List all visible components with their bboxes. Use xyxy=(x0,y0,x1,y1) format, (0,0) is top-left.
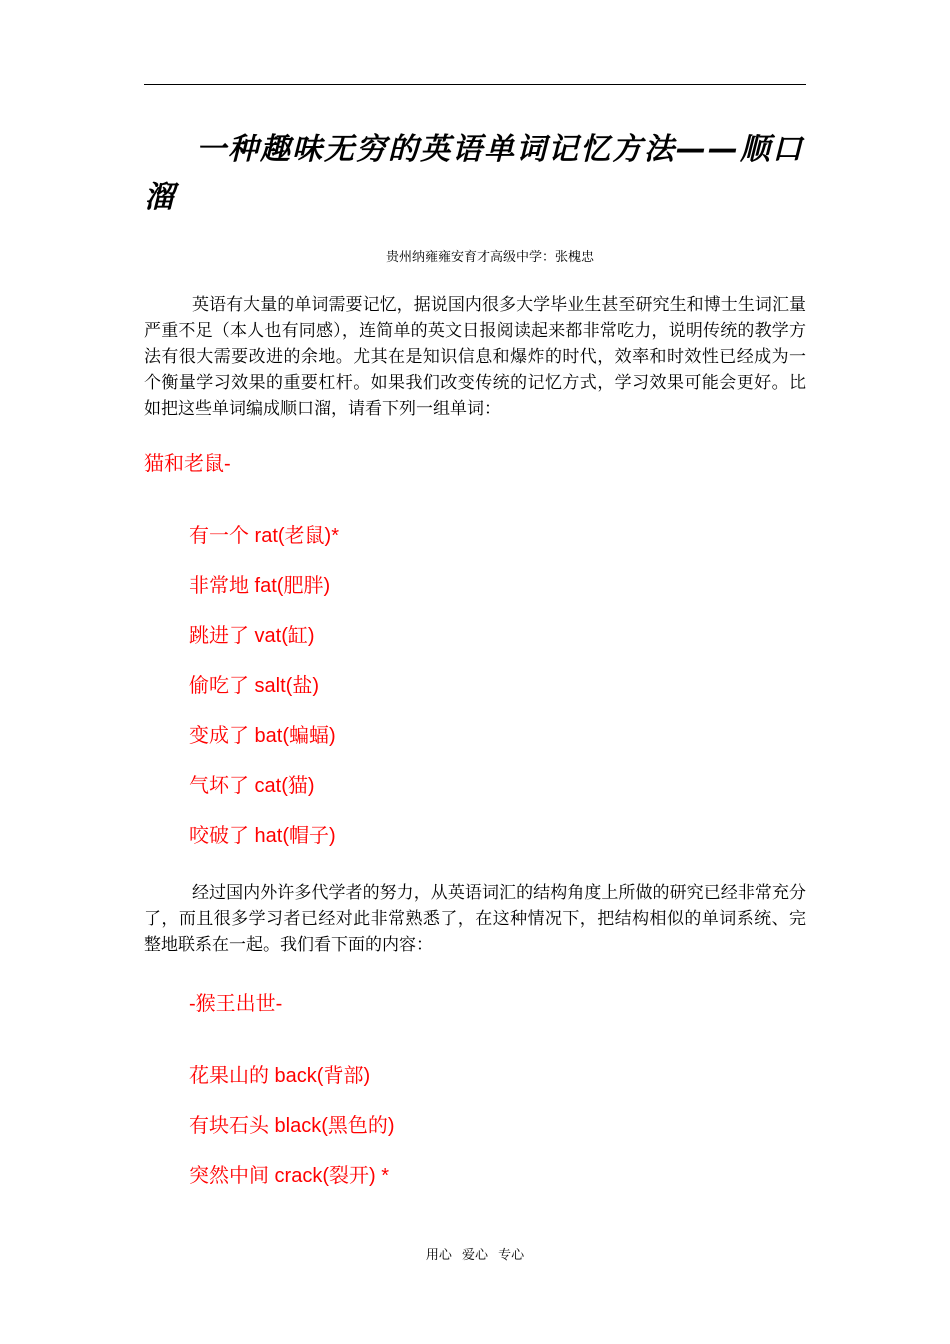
header-rule xyxy=(144,84,806,85)
section-heading-cat-and-mouse: 猫和老鼠- xyxy=(144,453,231,475)
verse-line: 变成了 bat(蝙蝠) xyxy=(189,725,336,747)
section-heading-monkey-king: -猴王出世- xyxy=(189,993,283,1015)
page-footer: 用心 爱心 专心 xyxy=(425,1248,525,1263)
second-paragraph: 经过国内外许多代学者的努力，从英语词汇的结构角度上所做的研究已经非常充分了，而且很多学习者已经对此非常熟悉了，在这种情况下，把结构相似的单词系统、完整地联系在一起。我们看下面的内容： xyxy=(144,883,806,955)
verse-line: 非常地 fat(肥胖) xyxy=(189,575,331,597)
verse-line: 有一个 rat(老鼠)* xyxy=(189,525,339,547)
verse-line: 跳进了 vat(缸) xyxy=(189,625,315,647)
verse-line: 突然中间 crack(裂开) * xyxy=(189,1165,389,1187)
verse-line: 气坏了 cat(猫) xyxy=(189,775,315,797)
intro-paragraph: 英语有大量的单词需要记忆，据说国内很多大学毕业生甚至研究生和博士生词汇量严重不足（本人也有同感），连简单的英文日报阅读起来都非常吃力，说明传统的教学方法有很大需要改进的余地。尤其在是知识信息和爆炸的时代，效率和时效性已经成为一个衡量学习效果的重要杠杆。如果我们改变传统的记忆方式，学习效果可能会更好。比如把这些单词编成顺口溜，请看下列一组单词： xyxy=(144,295,806,419)
document-title: 一种趣味无穷的英语单词记忆方法——顺口溜 xyxy=(144,132,804,215)
verse-line: 花果山的 back(背部) xyxy=(189,1065,371,1087)
author-line: 贵州纳雍雍安育才高级中学：张槐忠 xyxy=(385,250,594,265)
verse-line: 咬破了 hat(帽子) xyxy=(189,825,336,847)
verse-line: 有块石头 black(黑色的) xyxy=(189,1115,395,1137)
verse-line: 偷吃了 salt(盐) xyxy=(189,675,319,697)
